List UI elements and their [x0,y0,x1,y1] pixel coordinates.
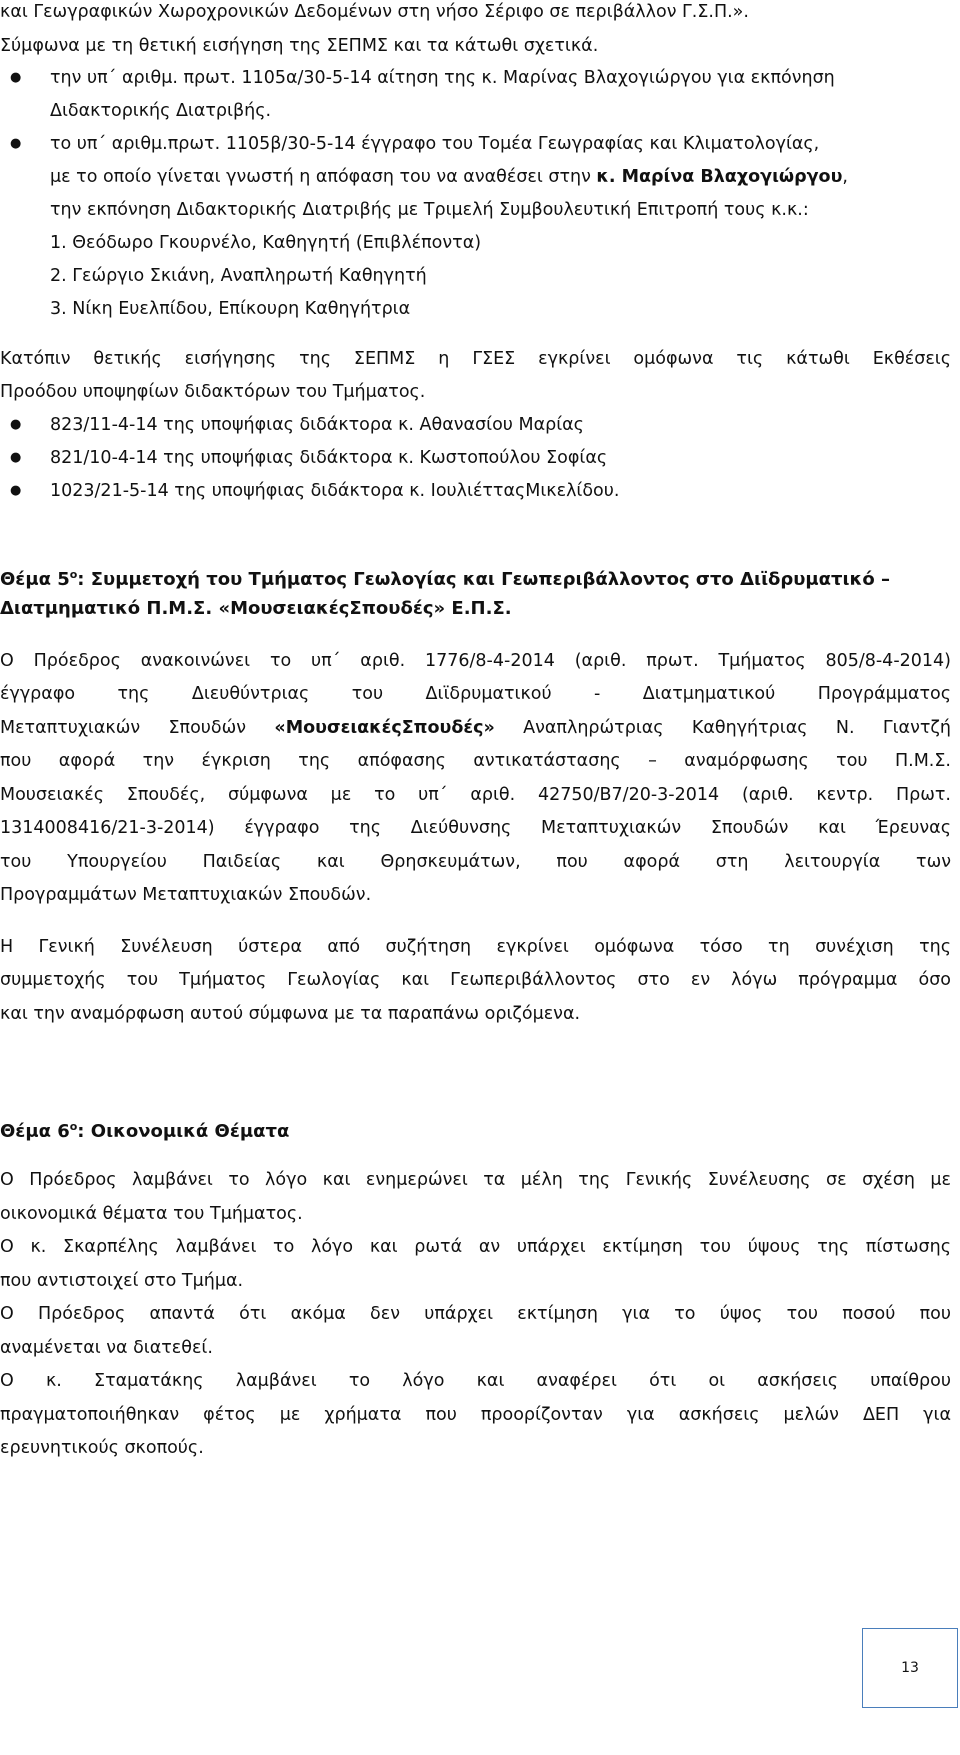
text-line: Ο κ. Σταματάκης λαμβάνει το λόγο και αναφέρει ότι οι ασκήσεις υπαίθρου [0,1371,951,1391]
text-line: οικονομικά θέματα του Τμήματος. [0,1204,303,1224]
list-item: 3. Νίκη Ευελπίδου, Επίκουρη Καθηγήτρια [50,299,411,319]
bullet-icon: ● [10,417,22,432]
page-number-box [862,1628,958,1708]
text-line: Διδακτορικής Διατριβής. [50,101,272,121]
bullet-icon: ● [10,483,22,498]
list-item: 2. Γεώργιο Σκιάνη, Αναπληρωτή Καθηγητή [50,266,427,286]
list-item: 823/11-4-14 της υποψήφιας διδάκτορα κ. Αθανασίου Μαρίας [50,415,584,435]
section-heading: Θέμα $5^o$: Συμμετοχή του Τμήματος Γεωλογίας και Γεωπεριβάλλοντος στο Διϊδρυματικό – [0,568,890,590]
list-item: 1. Θεόδωρο Γκουρνέλο, Καθηγητή (Επιβλέποντα) [50,233,482,253]
text-line: αναμένεται να διατεθεί. [0,1338,213,1358]
program-name: «ΜουσειακέςΣπουδές» [274,718,495,738]
section-heading: Διατμηματικό Π.Μ.Σ. «ΜουσειακέςΣπουδές» Ε.Π.Σ. [0,598,512,619]
bullet-icon: ● [10,450,22,465]
text-line: και Γεωγραφικών Χωροχρονικών Δεδομένων στη νήσο Σέριφο σε περιβάλλον Γ.Σ.Π.». [0,2,749,22]
text-line: συμμετοχής του Τμήματος Γεωλογίας και Γεωπεριβάλλοντος στο εν λόγω πρόγραμμα όσο [0,970,951,990]
text-line: Η Γενική Συνέλευση ύστερα από συζήτηση εγκρίνει ομόφωνα τόσο τη συνέχιση της [0,937,951,957]
page-number: 13 [901,1660,919,1676]
bullet-icon: ● [10,136,22,151]
section-heading: Θέμα $6^o$: Οικονομικά Θέματα [0,1120,290,1142]
text-line: που αντιστοιχεί στο Τμήμα. [0,1271,244,1291]
text-line: Ο Πρόεδρος απαντά ότι ακόμα δεν υπάρχει εκτίμηση για το ύψος του ποσού που [0,1304,951,1324]
text-line: Ο Πρόεδρος ανακοινώνει το υπ΄ αριθ. 1776/8-4-2014 (αριθ. πρωτ. Τμήματος 805/8-4-2014) [0,651,951,671]
text-line: Μουσειακές Σπουδές, σύμφωνα με το υπ΄ αριθ. 42750/Β7/20-3-2014 (αριθ. κεντρ. Πρωτ. [0,785,951,805]
text-line: Ο Πρόεδρος λαμβάνει το λόγο και ενημερώνει τα μέλη της Γενικής Συνέλευσης σε σχέση με [0,1170,951,1190]
text-line: το υπ΄ αριθμ.πρωτ. 1105β/30-5-14 έγγραφο του Τομέα Γεωγραφίας και Κλιματολογίας, [50,134,820,154]
text-line: έγγραφο της Διευθύντριας του Διϊδρυματικού - Διατμηματικού Προγράμματος [0,684,951,704]
text-line: την εκπόνηση Διδακτορικής Διατριβής με Τριμελή Συμβουλευτική Επιτροπή τους κ.κ.: [50,200,809,220]
text-line: του Υπουργείου Παιδείας και Θρησκευμάτων, που αφορά στη λειτουργία των [0,852,951,872]
text-line: που αφορά την έγκριση της απόφασης αντικατάστασης – αναμόρφωσης του Π.Μ.Σ. [0,751,951,771]
bullet-icon: ● [10,70,22,85]
text-line: την υπ΄ αριθμ. πρωτ. 1105α/30-5-14 αίτηση της κ. Μαρίνας Βλαχογιώργου για εκπόνηση [50,68,835,88]
text-line: με το οποίο γίνεται γνωστή η απόφαση του να αναθέσει στην κ. Μαρίνα Βλαχογιώργου, [50,167,848,187]
text-line: 1314008416/21-3-2014) έγγραφο της Διεύθυνσης Μεταπτυχιακών Σπουδών και Έρευνας [0,818,951,838]
text-line: Προγραμμάτων Μεταπτυχιακών Σπουδών. [0,885,372,905]
list-item: 1023/21-5-14 της υποψήφιας διδάκτορα κ. ΙουλιέτταςΜικελίδου. [50,481,620,501]
candidate-name: κ. Μαρίνα Βλαχογιώργου [596,167,843,187]
text-line: Σύμφωνα με τη θετική εισήγηση της ΣΕΠΜΣ και τα κάτωθι σχετικά. [0,36,599,56]
text-line: Προόδου υποψηφίων διδακτόρων του Τμήματος. [0,382,426,402]
text-line: Μεταπτυχιακών Σπουδών «ΜουσειακέςΣπουδές» Αναπληρώτριας Καθηγήτριας Ν. Γιαντζή [0,718,951,738]
text-line: ερευνητικούς σκοπούς. [0,1438,204,1458]
text-line: πραγματοποιήθηκαν φέτος με χρήματα που προορίζονταν για ασκήσεις μελών ΔΕΠ για [0,1405,951,1425]
text-line: και την αναμόρφωση αυτού σύμφωνα με τα παραπάνω οριζόμενα. [0,1004,581,1024]
list-item: 821/10-4-14 της υποψήφιας διδάκτορα κ. Κωστοπούλου Σοφίας [50,448,608,468]
text-line: Ο κ. Σκαρπέλης λαμβάνει το λόγο και ρωτά αν υπάρχει εκτίμηση του ύψους της πίστωσης [0,1237,951,1257]
text-line: Κατόπιν θετικής εισήγησης της ΣΕΠΜΣ η ΓΣΕΣ εγκρίνει ομόφωνα τις κάτωθι Εκθέσεις [0,349,951,369]
